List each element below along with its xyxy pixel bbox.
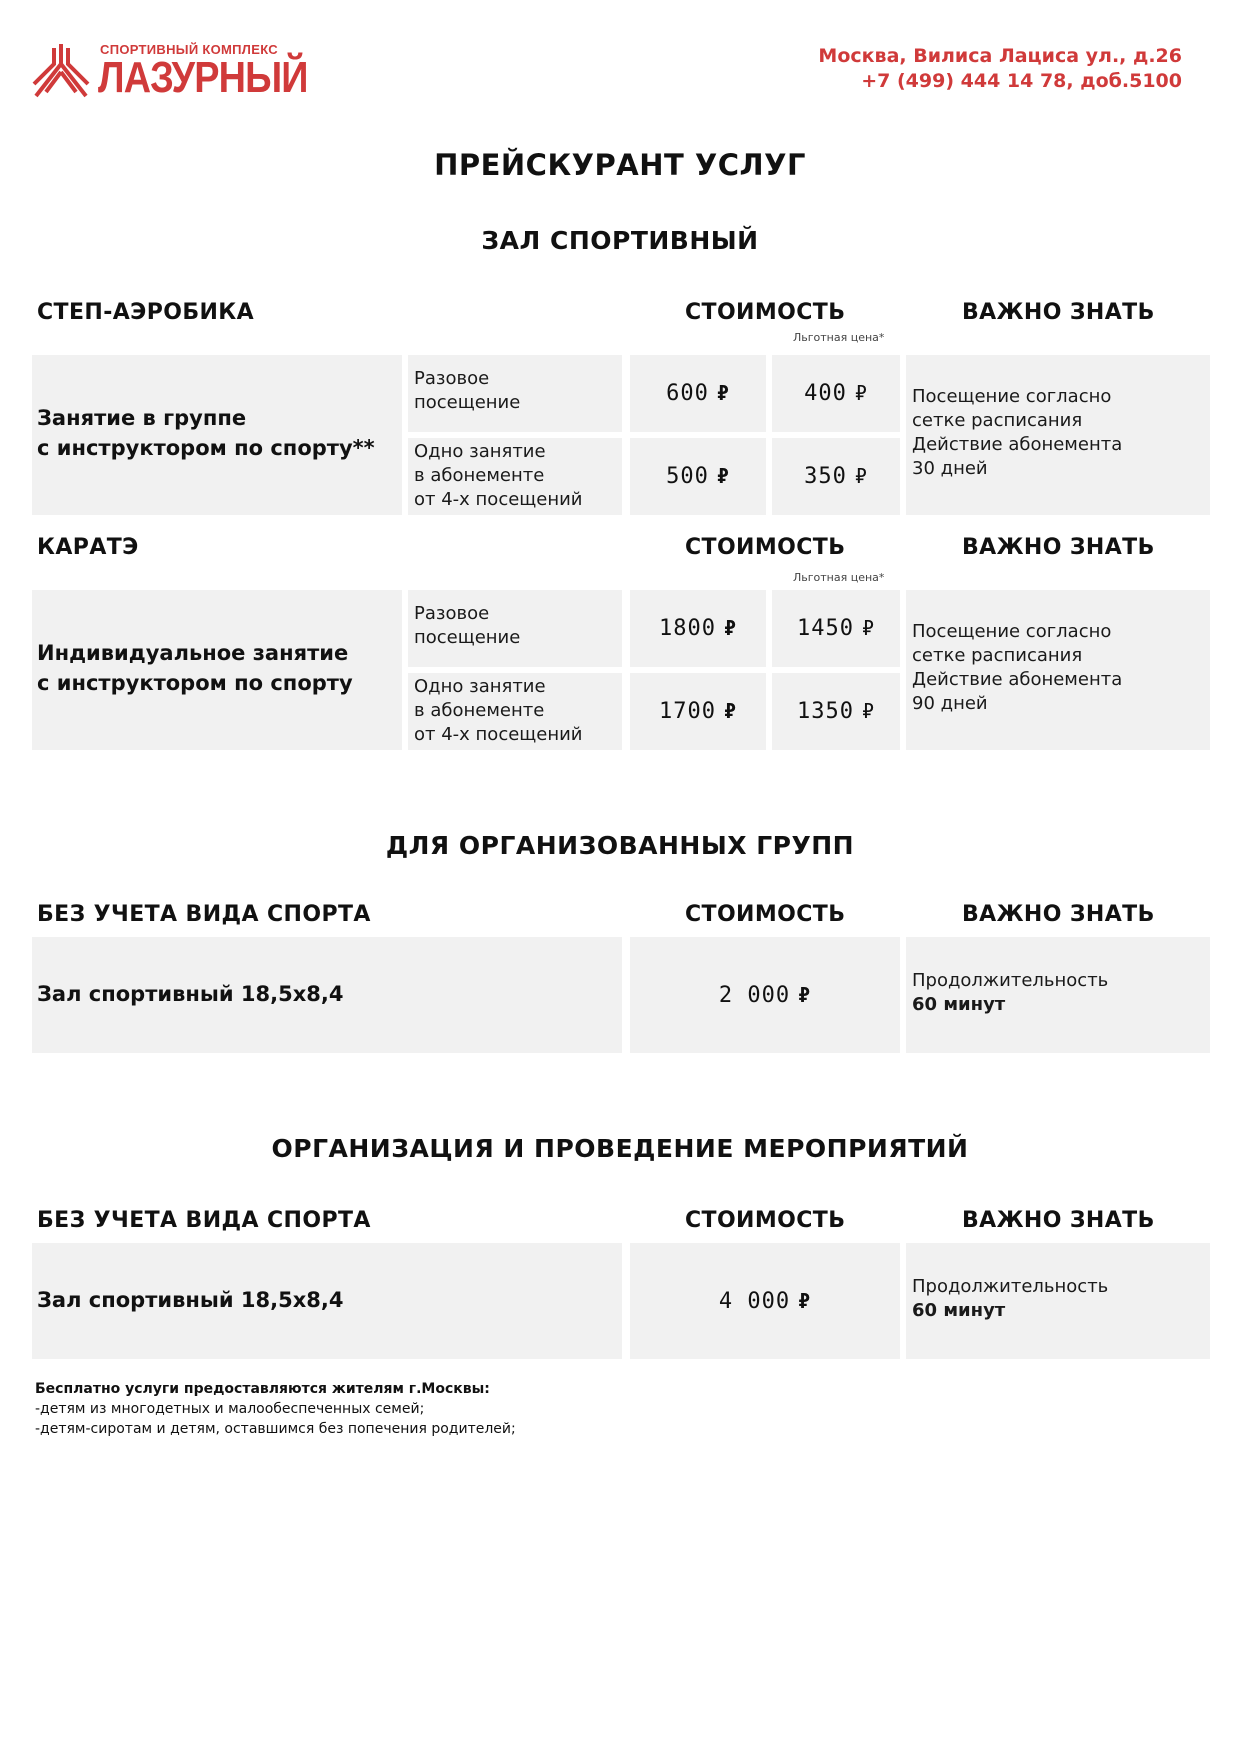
ruble-icon: ₽ bbox=[723, 616, 738, 640]
karate-service-cell bbox=[32, 590, 402, 750]
footer-line1: Бесплатно услуги предоставляются жителям г.Москвы: bbox=[35, 1381, 490, 1397]
karate-row1-price-cell bbox=[630, 590, 766, 667]
step-row2-discount: 350 bbox=[804, 464, 847, 489]
events-info-line1: Продолжительность bbox=[912, 1276, 1109, 1297]
step-row1-price-cell bbox=[630, 355, 766, 432]
step-service-line2: с инструктором по спорту** bbox=[37, 436, 375, 460]
karate-subscription-cell bbox=[408, 673, 622, 750]
events-service: Зал спортивный 18,5х8,4 bbox=[37, 1288, 344, 1312]
step-service-line1: Занятие в группе bbox=[37, 406, 247, 430]
ruble-icon: ₽ bbox=[854, 464, 868, 488]
karate-info-line3: Действие абонемента bbox=[912, 669, 1123, 690]
events-info-cell bbox=[906, 1243, 1210, 1359]
karate-info-cell bbox=[906, 590, 1210, 750]
karate-row2-discount: 1350 bbox=[796, 699, 854, 724]
ruble-icon: ₽ bbox=[854, 381, 868, 405]
karate-row2-line2: в абонементе bbox=[414, 700, 545, 721]
step-info-cell bbox=[906, 355, 1210, 515]
step-row1-discount: 400 bbox=[804, 381, 847, 406]
important-heading: ВАЖНО ЗНАТЬ bbox=[962, 535, 1155, 560]
karate-row2-price-cell bbox=[630, 673, 766, 750]
phone: +7 (499) 444 14 78, доб.5100 bbox=[861, 70, 1182, 92]
events-info-line2: 60 минут bbox=[912, 1300, 1006, 1321]
step-info-line3: Действие абонемента bbox=[912, 434, 1123, 455]
step-info-line2: сетке расписания bbox=[912, 410, 1083, 431]
ruble-icon: ₽ bbox=[716, 464, 730, 488]
karate-row1-discount-cell bbox=[772, 590, 900, 667]
step-row2-line1: Одно занятие bbox=[414, 441, 546, 462]
groups-info-line1: Продолжительность bbox=[912, 970, 1109, 991]
important-heading: ВАЖНО ЗНАТЬ bbox=[962, 902, 1155, 927]
cost-heading: СТОИМОСТЬ bbox=[685, 300, 846, 325]
karate-row2-price: 1700 bbox=[658, 699, 716, 724]
karate-row2-line1: Одно занятие bbox=[414, 676, 546, 697]
events-service-cell bbox=[32, 1243, 622, 1359]
step-subscription-cell bbox=[408, 438, 622, 515]
events-category-heading: БЕЗ УЧЕТА ВИДА СПОРТА bbox=[37, 1208, 371, 1233]
karate-heading: КАРАТЭ bbox=[37, 535, 139, 560]
step-row2-price-cell bbox=[630, 438, 766, 515]
karate-single-visit-cell bbox=[408, 590, 622, 667]
karate-row1-line2: посещение bbox=[414, 627, 521, 648]
ruble-icon: ₽ bbox=[798, 983, 812, 1007]
events-price-cell bbox=[630, 1243, 900, 1359]
ruble-icon: ₽ bbox=[716, 381, 730, 405]
cost-heading: СТОИМОСТЬ bbox=[685, 535, 846, 560]
logo-emblem-icon bbox=[30, 42, 92, 100]
cost-heading: СТОИМОСТЬ bbox=[685, 1208, 846, 1233]
groups-service-cell bbox=[32, 937, 622, 1053]
ruble-icon: ₽ bbox=[861, 616, 876, 640]
ruble-icon: ₽ bbox=[861, 699, 876, 723]
footer-line3: -детям-сиротам и детям, оставшимся без попечения родителей; bbox=[35, 1421, 516, 1437]
groups-info-cell bbox=[906, 937, 1210, 1053]
address: Москва, Вилиса Лациса ул., д.26 bbox=[818, 45, 1182, 67]
step-service-cell bbox=[32, 355, 402, 515]
step-row1-line2: посещение bbox=[414, 392, 521, 413]
groups-info-line2: 60 минут bbox=[912, 994, 1006, 1015]
step-info-line4: 30 дней bbox=[912, 458, 988, 479]
step-row1-price: 600 bbox=[666, 381, 709, 406]
important-heading: ВАЖНО ЗНАТЬ bbox=[962, 300, 1155, 325]
logo-title: ЛАЗУРНЫЙ bbox=[98, 53, 308, 102]
step-row1-line1: Разовое bbox=[414, 368, 490, 389]
events-price: 4 000 bbox=[718, 1289, 791, 1314]
step-aerobics-heading: СТЕП-АЭРОБИКА bbox=[37, 300, 255, 325]
step-row2-discount-cell bbox=[772, 438, 900, 515]
section-title-groups: ДЛЯ ОРГАНИЗОВАННЫХ ГРУПП bbox=[385, 831, 855, 860]
page-title: ПРЕЙСКУРАНТ УСЛУГ bbox=[434, 148, 806, 182]
discount-note: Льготная цена* bbox=[793, 571, 885, 584]
karate-row1-price: 1800 bbox=[658, 616, 716, 641]
karate-info-line2: сетке расписания bbox=[912, 645, 1083, 666]
groups-service: Зал спортивный 18,5х8,4 bbox=[37, 982, 344, 1006]
step-row1-discount-cell bbox=[772, 355, 900, 432]
karate-info-line1: Посещение согласно bbox=[912, 621, 1112, 642]
karate-row2-line3: от 4-х посещений bbox=[414, 724, 583, 745]
logo bbox=[30, 40, 308, 102]
karate-row1-line1: Разовое bbox=[414, 603, 490, 624]
contact-block bbox=[818, 44, 1182, 94]
groups-category-heading: БЕЗ УЧЕТА ВИДА СПОРТА bbox=[37, 902, 371, 927]
step-single-visit-cell bbox=[408, 355, 622, 432]
karate-info-line4: 90 дней bbox=[912, 693, 988, 714]
cost-heading: СТОИМОСТЬ bbox=[685, 902, 846, 927]
logo-subtitle: СПОРТИВНЫЙ КОМПЛЕКС bbox=[100, 42, 278, 57]
discount-note: Льготная цена* bbox=[793, 331, 885, 344]
karate-row1-discount: 1450 bbox=[796, 616, 854, 641]
section-title-gym: ЗАЛ СПОРТИВНЫЙ bbox=[481, 226, 759, 255]
ruble-icon: ₽ bbox=[798, 1289, 812, 1313]
karate-service-line2: с инструктором по спорту bbox=[37, 671, 353, 695]
karate-service-line1: Индивидуальное занятие bbox=[37, 641, 349, 665]
section-title-events: ОРГАНИЗАЦИЯ И ПРОВЕДЕНИЕ МЕРОПРИЯТИЙ bbox=[271, 1134, 969, 1163]
step-info-line1: Посещение согласно bbox=[912, 386, 1112, 407]
ruble-icon: ₽ bbox=[723, 699, 738, 723]
step-row2-line2: в абонементе bbox=[414, 465, 545, 486]
footer-note bbox=[35, 1379, 516, 1439]
groups-price: 2 000 bbox=[718, 983, 791, 1008]
footer-line2: -детям из многодетных и малообеспеченных семей; bbox=[35, 1401, 425, 1417]
important-heading: ВАЖНО ЗНАТЬ bbox=[962, 1208, 1155, 1233]
step-row2-line3: от 4-х посещений bbox=[414, 489, 583, 510]
step-row2-price: 500 bbox=[666, 464, 709, 489]
groups-price-cell bbox=[630, 937, 900, 1053]
karate-row2-discount-cell bbox=[772, 673, 900, 750]
